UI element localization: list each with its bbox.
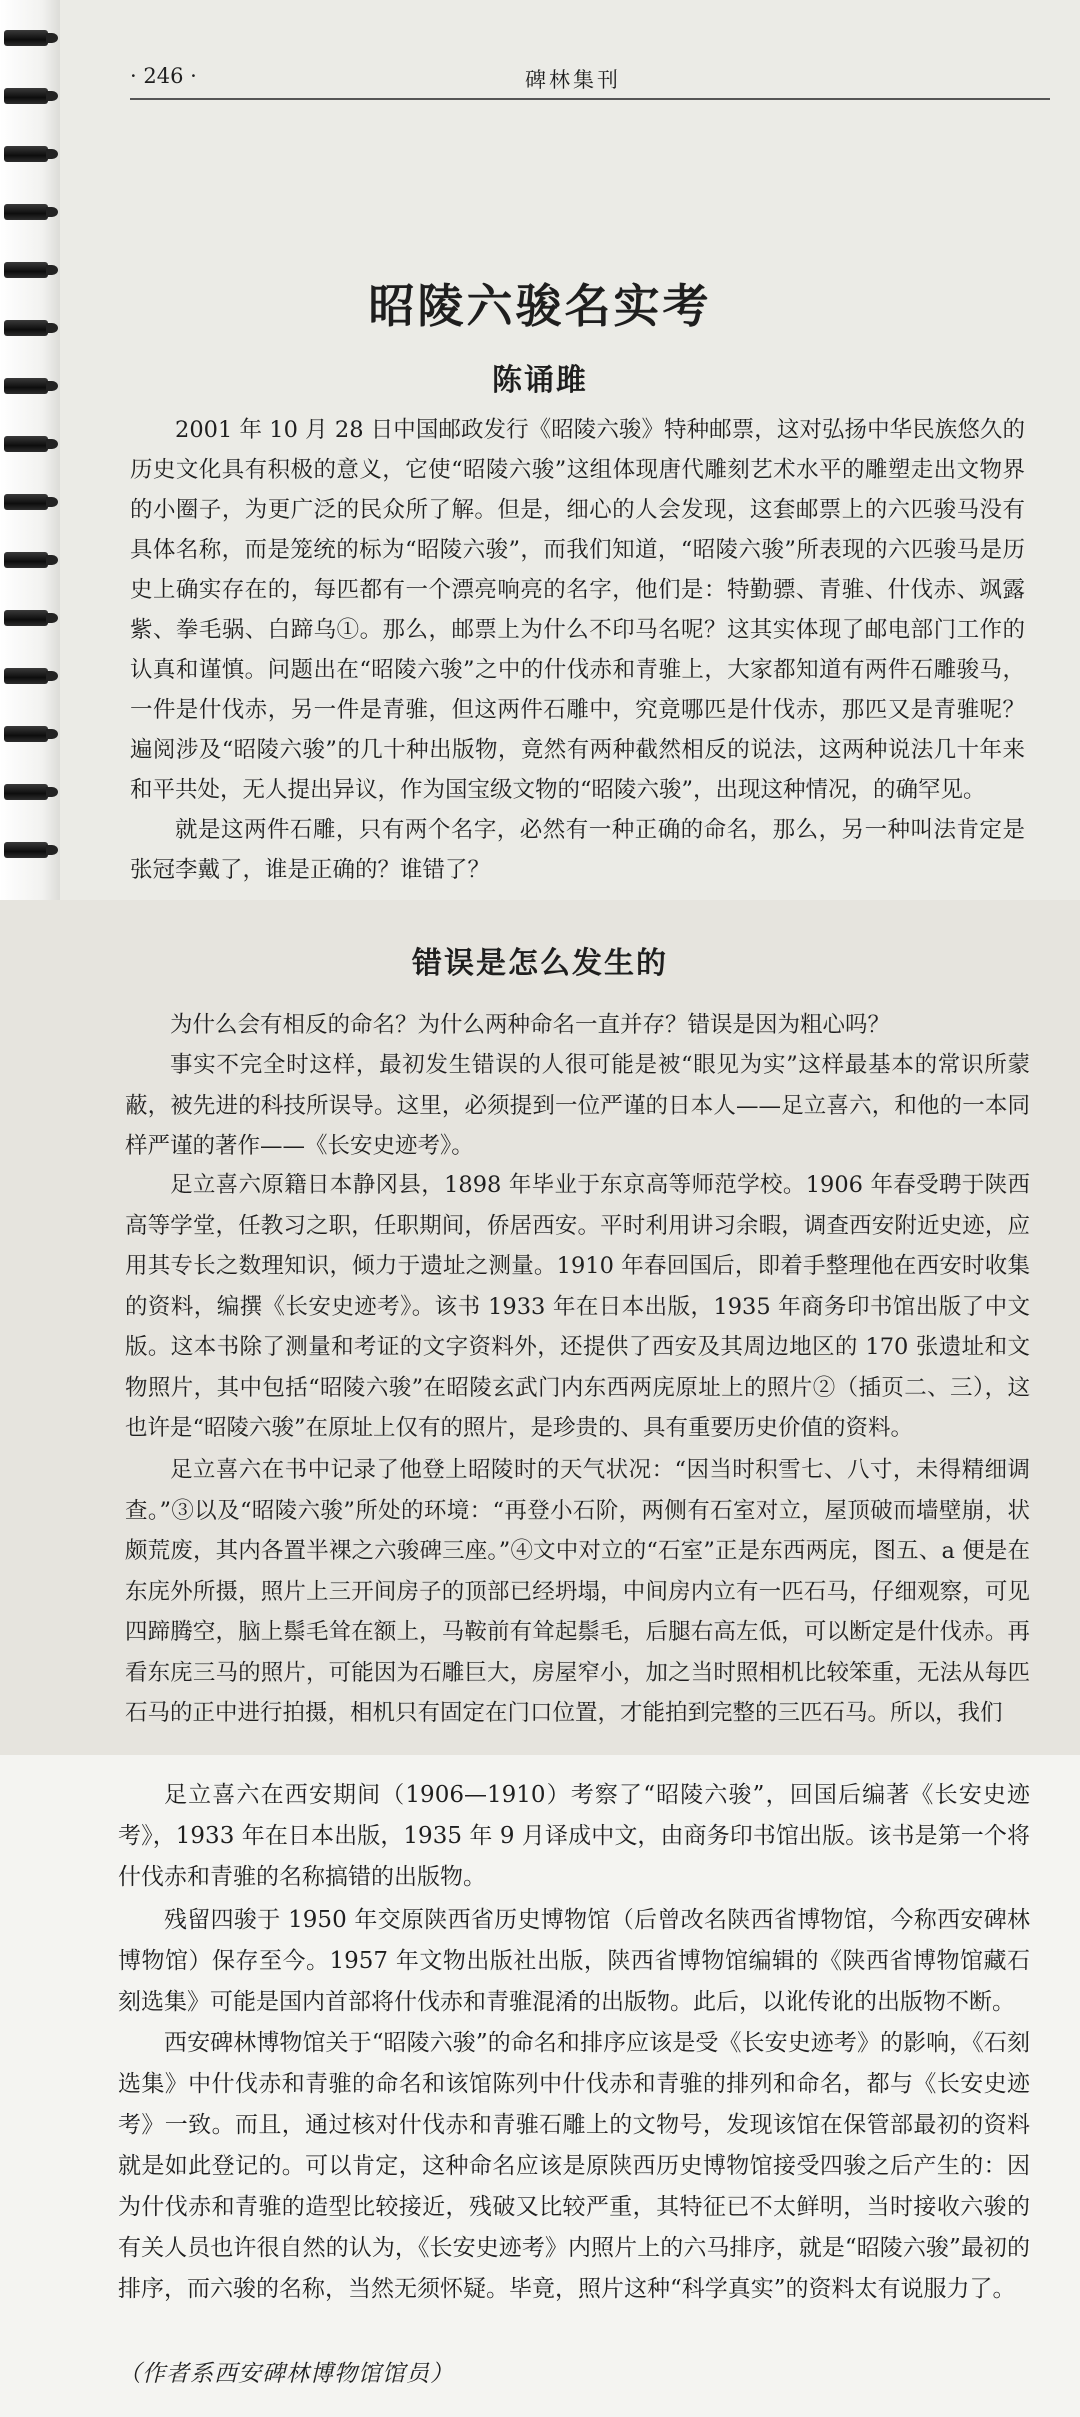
binding-ring-icon <box>4 552 48 568</box>
body-paragraph: 事实不完全时这样，最初发生错误的人很可能是被“眼见为实”这样最基本的常识所蒙蔽，被先进的科技所误导。这里，必须提到一位严谨的日本人——足立喜六，和他的一本同样严谨的著作——《长安史迹考》。 <box>125 1052 1030 1159</box>
page-number: · 246 · <box>130 64 197 88</box>
binding-ring-icon <box>4 842 48 858</box>
binding-ring-icon <box>4 726 48 742</box>
section-heading: 错误是怎么发生的 <box>412 946 668 981</box>
spiral-binding <box>0 0 60 900</box>
binding-ring-icon <box>4 204 48 220</box>
binding-ring-icon <box>4 88 48 104</box>
article-author: 陈诵雎 <box>492 363 588 398</box>
binding-ring-icon <box>4 784 48 800</box>
binding-ring-icon <box>4 30 48 46</box>
body-paragraph: 足立喜六在西安期间（1906—1910）考察了“昭陵六骏”，回国后编著《长安史迹考》，1933 年在日本出版，1935 年 9 月译成中文，由商务印书馆出版。该书是第一个将什伐赤和青骓的名称搞错的出版物。 <box>118 1782 1030 1890</box>
body-paragraph: 足立喜六在书中记录了他登上昭陵时的天气状况：“因当时积雪七、八寸，未得精细调查。”③以及“昭陵六骏”所处的环境：“再登小石阶，两侧有石室对立，屋顶破而墙壁崩，状颇荒废，其内各置半裸之六骏碑三座。”④文中对立的“石室”正是东西两庑，图五、a 便是在东庑外所摄，照片上三开间房子的顶部已经坍塌，中间房内立有一匹石马，仔细观察，可见四蹄腾空，脑上鬃毛耸在额上，马鞍前有耸起鬃毛，后腿右高左低，可以断定是什伐赤。再看东庑三马的照片，可能因为石雕巨大，房屋窄小，加之当时照相机比较笨重，无法从每匹石马的正中进行拍摄，相机只有固定在门口位置，才能拍到完整的三匹石马。所以，我们 <box>125 1457 1030 1726</box>
binding-ring-icon <box>4 494 48 510</box>
author-affiliation: （作者系西安碑林博物馆馆员） <box>118 2361 454 2387</box>
body-paragraph: 为什么会有相反的命名？为什么两种命名一直并存？错误是因为粗心吗？ <box>170 1012 891 1038</box>
body-paragraph: 足立喜六原籍日本静冈县，1898 年毕业于东京高等师范学校。1906 年春受聘于陕西高等学堂，任教习之职，任职期间，侨居西安。平时利用讲习余暇，调查西安附近史迹，应用其专长之数理知识，倾力于遗址之测量。1910 年春回国后，即着手整理他在西安时收集的资料，编撰《长安史迹考》。该书 1933 年在日本出版，1935 年商务印书馆出版了中文版。这本书除了测量和考证的文字资料外，还提供了西安及其周边地区的 170 张遗址和文物照片，其中包括“昭陵六骏”在昭陵玄武门内东西两庑原址上的照片②（插页二、三），这也许是“昭陵六骏”在原址上仅有的照片，是珍贵的、具有重要历史价值的资料。 <box>125 1172 1030 1441</box>
binding-ring-icon <box>4 436 48 452</box>
body-paragraph: 就是这两件石雕，只有两个名字，必然有一种正确的命名，那么，另一种叫法肯定是张冠李戴了，谁是正确的？谁错了？ <box>130 817 1025 883</box>
page-section-3 <box>0 1755 1080 2417</box>
body-paragraph: 残留四骏于 1950 年交原陕西省历史博物馆（后曾改名陕西省博物馆，今称西安碑林博物馆）保存至今。1957 年文物出版社出版，陕西省博物馆编辑的《陕西省博物馆藏石刻选集》可能是国内首部将什伐赤和青骓混淆的出版物。此后，以讹传讹的出版物不断。 <box>118 1907 1030 2015</box>
body-paragraph: 2001 年 10 月 28 日中国邮政发行《昭陵六骏》特种邮票，这对弘扬中华民族悠久的历史文化具有积极的意义，它使“昭陵六骏”这组体现唐代雕刻艺术水平的雕塑走出文物界的小圈子，为更广泛的民众所了解。但是，细心的人会发现，这套邮票上的六匹骏马没有具体名称，而是笼统的标为“昭陵六骏”，而我们知道，“昭陵六骏”所表现的六匹骏马是历史上确实存在的，每匹都有一个漂亮响亮的名字，他们是：特勤骠、青骓、什伐赤、飒露紫、拳毛䯄、白蹄乌①。那么，邮票上为什么不印马名呢？这其实体现了邮电部门工作的认真和谨慎。问题出在“昭陵六骏”之中的什伐赤和青骓上，大家都知道有两件石雕骏马，一件是什伐赤，另一件是青骓，但这两件石雕中，究竟哪匹是什伐赤，那匹又是青骓呢？遍阅涉及“昭陵六骏”的几十种出版物，竟然有两种截然相反的说法，这两种说法几十年来和平共处，无人提出异议，作为国宝级文物的“昭陵六骏”，出现这种情况，的确罕见。 <box>130 417 1025 803</box>
article-title: 昭陵六骏名实考 <box>368 279 712 333</box>
binding-ring-icon <box>4 610 48 626</box>
binding-ring-icon <box>4 146 48 162</box>
journal-title: 碑林集刊 <box>525 68 621 92</box>
binding-ring-icon <box>4 668 48 684</box>
page-section-2 <box>0 900 1080 1755</box>
body-paragraph: 西安碑林博物馆关于“昭陵六骏”的命名和排序应该是受《长安史迹考》的影响，《石刻选集》中什伐赤和青骓的命名和该馆陈列中什伐赤和青骓的排列和命名，都与《长安史迹考》一致。而且，通过核对什伐赤和青骓石雕上的文物号，发现该馆在保管部最初的资料就是如此登记的。可以肯定，这种命名应该是原陕西历史博物馆接受四骏之后产生的：因为什伐赤和青骓的造型比较接近，残破又比较严重，其特征已不太鲜明，当时接收六骏的有关人员也许很自然的认为，《长安史迹考》内照片上的六马排序，就是“昭陵六骏”最初的排序，而六骏的名称，当然无须怀疑。毕竟，照片这种“科学真实”的资料太有说服力了。 <box>118 2030 1030 2302</box>
page-section-1 <box>0 0 1080 900</box>
running-header <box>130 62 1050 100</box>
